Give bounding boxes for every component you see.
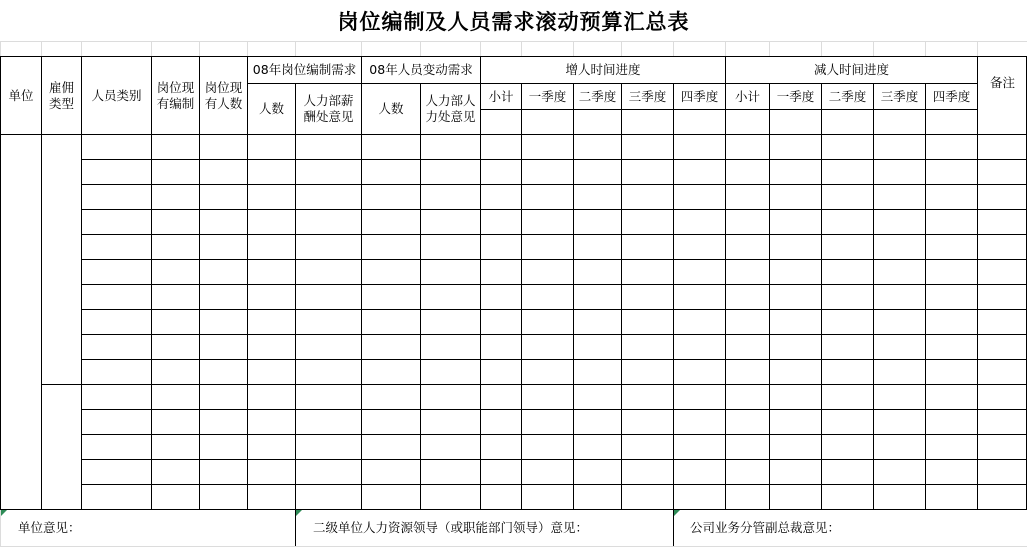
border-line [673, 83, 674, 509]
border-line [873, 83, 874, 509]
merged-cell [42, 385, 81, 509]
header-change-count: 人数 [378, 101, 404, 116]
border-line [81, 484, 1027, 485]
border-line [769, 83, 770, 509]
footer-hr-leader-opinion: 二级单位人力资源领导（或职能部门领导）意见： [313, 520, 589, 535]
merged-cell [42, 135, 81, 384]
header-quota-need: 08年岗位编制需求 [252, 62, 357, 77]
header-increase-q2: 二季度 [578, 88, 617, 104]
border-line [81, 234, 1027, 235]
border-line [295, 83, 296, 509]
border-line [81, 284, 1027, 285]
border-line [81, 209, 1027, 210]
footer-unit-opinion: 单位意见： [18, 520, 81, 535]
cell-indicator-triangle [674, 510, 680, 516]
border-line [81, 259, 1027, 260]
header-decrease-q3: 三季度 [880, 88, 919, 104]
header-unit: 单位 [8, 87, 34, 103]
border-line [81, 459, 1027, 460]
merged-cell [1, 135, 41, 509]
header-increase-schedule: 增人时间进度 [565, 62, 641, 77]
header-remarks: 备注 [989, 75, 1015, 90]
header-decrease-subtotal: 小计 [734, 88, 760, 104]
border-line [81, 184, 1027, 185]
gridline [0, 41, 1027, 42]
border-line [81, 434, 1027, 435]
header-employment-type: 雇佣类型 [48, 79, 74, 111]
border-line [81, 359, 1027, 360]
header-increase-q3: 三季度 [628, 88, 667, 104]
border-line [977, 56, 978, 509]
cell-indicator-triangle [1, 510, 7, 516]
border-line [81, 409, 1027, 410]
border-line [480, 109, 978, 110]
header-change-need: 08年人员变动需求 [369, 62, 473, 77]
border-line [621, 83, 622, 509]
header-increase-q4: 四季度 [680, 88, 719, 104]
border-line [725, 56, 726, 509]
header-increase-subtotal: 小计 [488, 88, 514, 104]
border-line [420, 83, 421, 509]
header-decrease-q2: 二季度 [828, 88, 867, 104]
header-increase-q1: 一季度 [528, 88, 567, 104]
header-quota-hr-opinion: 人力部薪酬处意见 [303, 93, 354, 124]
header-decrease-q1: 一季度 [776, 88, 815, 104]
border-line [925, 83, 926, 509]
border-line [573, 83, 574, 509]
border-line [81, 384, 1027, 385]
border-line [521, 83, 522, 509]
border-line [821, 83, 822, 509]
header-decrease-q4: 四季度 [932, 88, 971, 104]
header-current-headcount: 岗位现有人数 [204, 79, 243, 111]
border-line [81, 309, 1027, 310]
border-line [480, 56, 481, 509]
header-quota-count: 人数 [258, 101, 284, 116]
border-line [41, 384, 82, 385]
sheet-title: 岗位编制及人员需求滚动预算汇总表 [337, 8, 690, 34]
border-line [81, 334, 1027, 335]
header-change-hr-opinion: 人力部人力处意见 [425, 93, 476, 124]
border-line [81, 159, 1027, 160]
border-line [0, 509, 1027, 510]
cell-indicator-triangle [296, 510, 302, 516]
header-staff-category: 人员类别 [91, 87, 142, 103]
header-decrease-schedule: 减人时间进度 [813, 62, 889, 77]
header-current-quota: 岗位现有编制 [156, 79, 195, 111]
footer-vp-opinion: 公司业务分管副总裁意见： [690, 520, 841, 535]
